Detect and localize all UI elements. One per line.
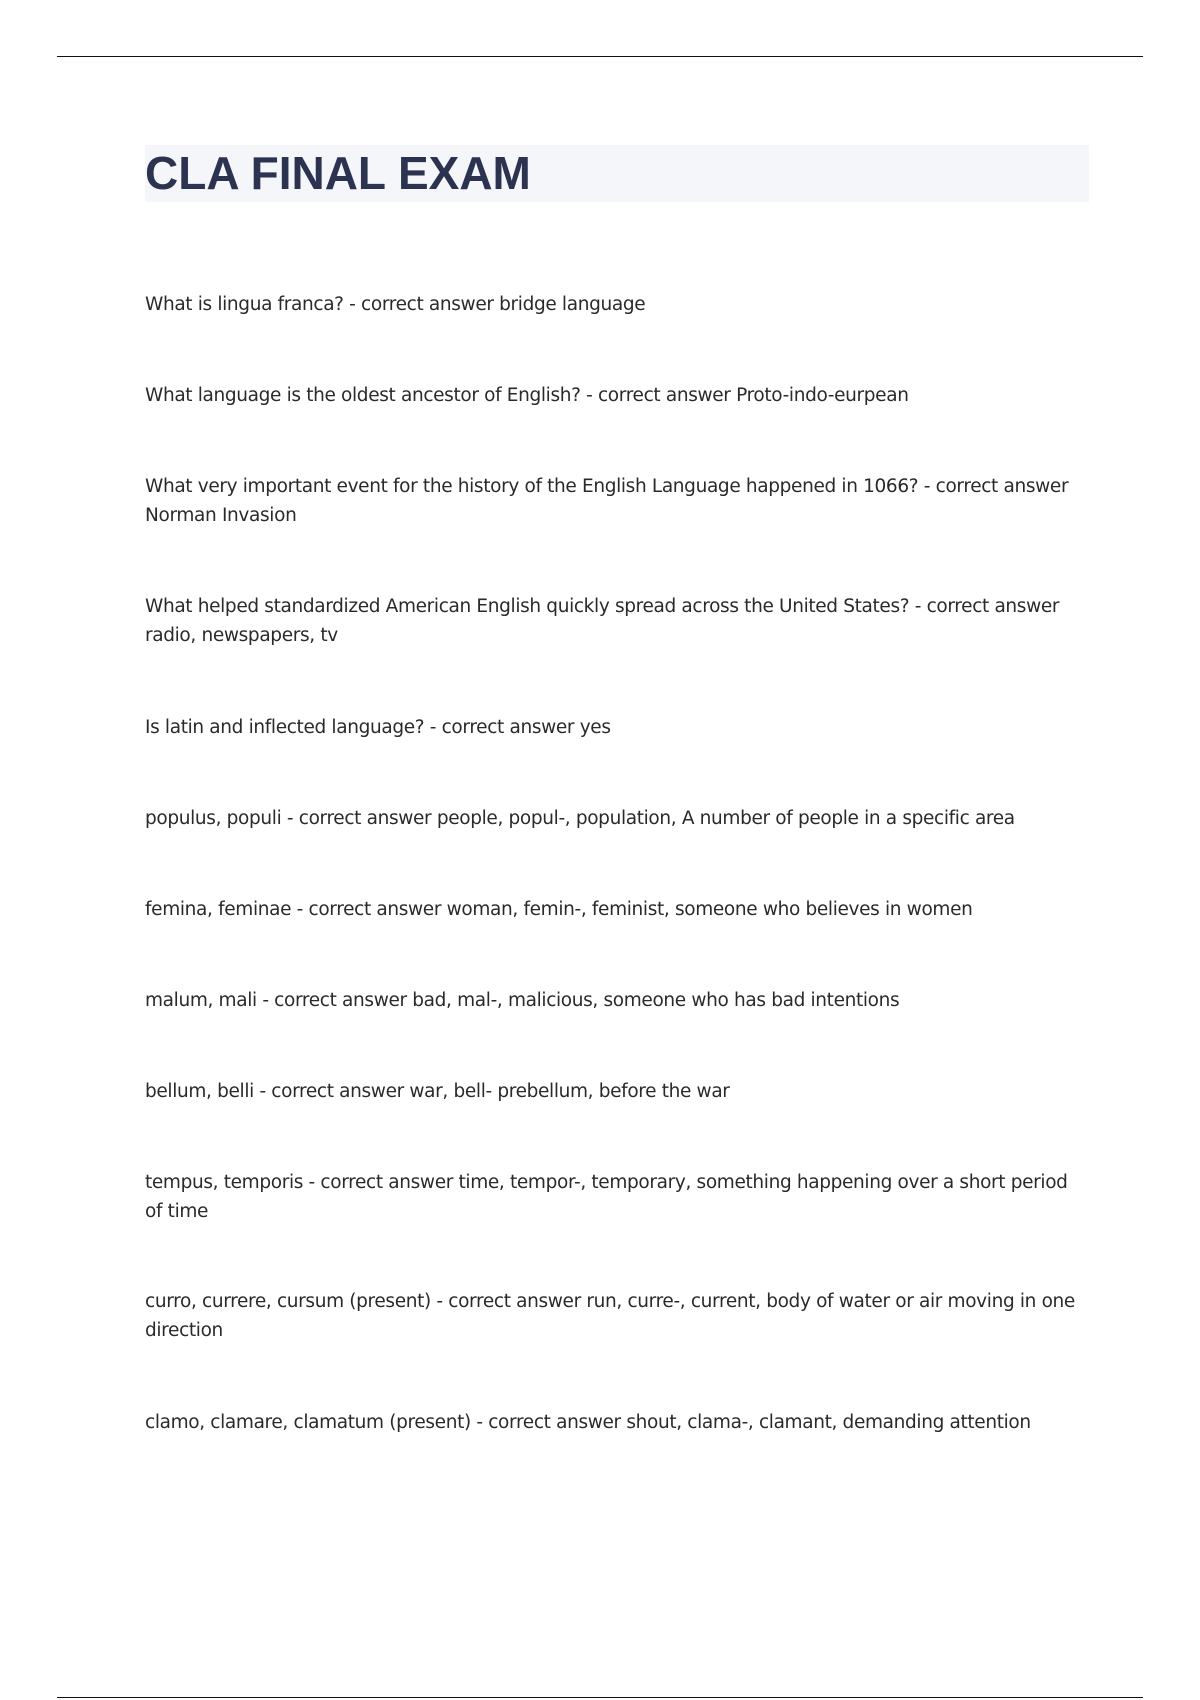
qa-item-10: tempus, temporis - correct answer time, tempor-, temporary, something happening over a short period of time xyxy=(145,1172,1068,1222)
bottom-rule xyxy=(57,1697,1143,1698)
qa-item-1: What is lingua franca? - correct answer bridge language xyxy=(145,294,646,315)
qa-item-6: populus, populi - correct answer people, popul-, population, A number of people in a specific area xyxy=(145,808,1015,829)
qa-item-5: Is latin and inflected language? - correct answer yes xyxy=(145,717,611,738)
top-rule xyxy=(57,56,1143,57)
qa-item-4: What helped standardized American English quickly spread across the United States? - correct answer radio, newspapers, tv xyxy=(145,596,1060,646)
qa-item-7: femina, feminae - correct answer woman, femin-, feminist, someone who believes in women xyxy=(145,899,973,920)
qa-item-12: clamo, clamare, clamatum (present) - correct answer shout, clama-, clamant, demanding attention xyxy=(145,1412,1031,1433)
qa-item-2: What language is the oldest ancestor of English? - correct answer Proto-indo-eurpean xyxy=(145,385,909,406)
qa-item-8: malum, mali - correct answer bad, mal-, malicious, someone who has bad intentions xyxy=(145,990,900,1011)
qa-item-9: bellum, belli - correct answer war, bell- prebellum, before the war xyxy=(145,1081,730,1102)
qa-item-3: What very important event for the history of the English Language happened in 1066? - correct answer Norman Invasion xyxy=(145,476,1069,526)
qa-item-11: curro, currere, cursum (present) - correct answer run, curre-, current, body of water or air moving in one direction xyxy=(145,1291,1075,1341)
page-title: CLA FINAL EXAM xyxy=(145,147,531,199)
title-banner xyxy=(145,145,1089,202)
